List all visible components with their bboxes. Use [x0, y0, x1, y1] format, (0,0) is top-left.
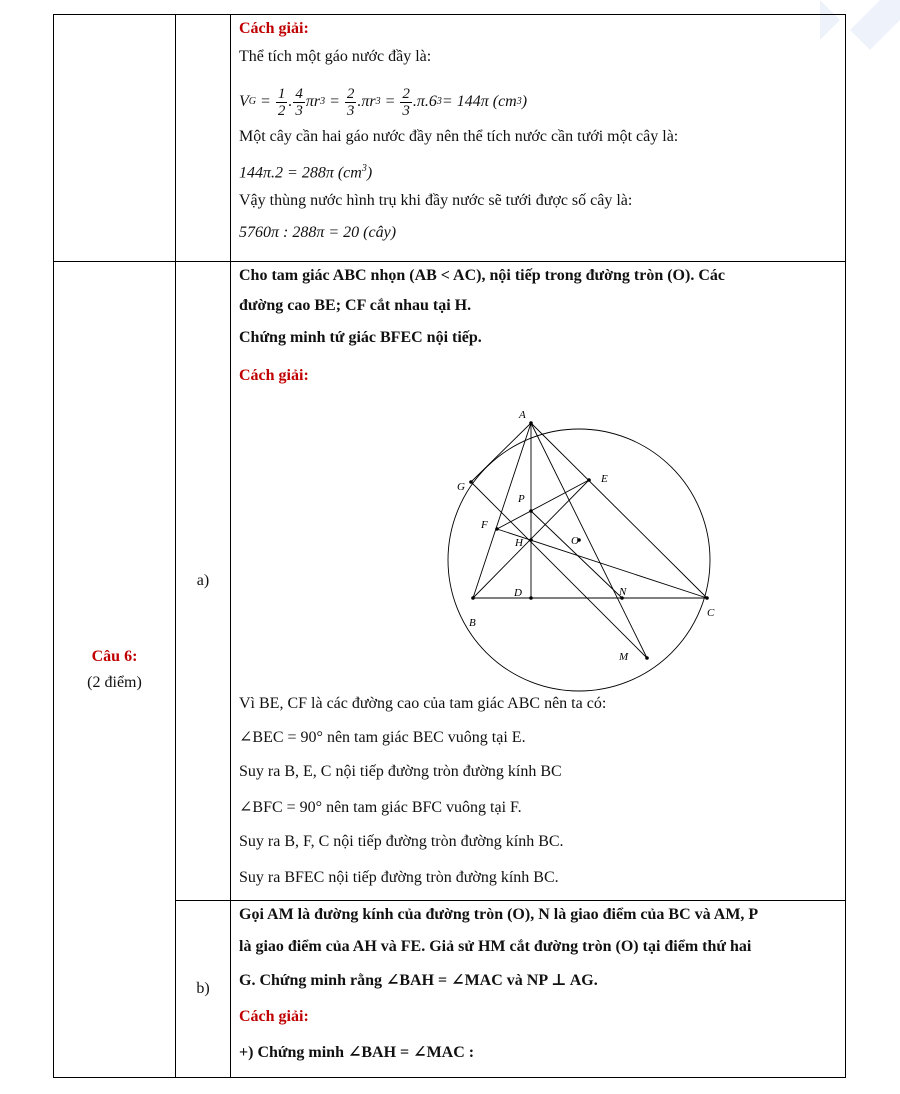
- part-a-step-6: Suy ra BFEC nội tiếp đường tròn đường kính BC.: [239, 869, 559, 886]
- part-b-solution-heading: Cách giải:: [239, 1008, 309, 1025]
- ladle-volume-formula: V G = $\frac{1}{2}$ . $\frac{4}{3}$ πr 3 = $\frac{2}{3}$ .πr 3 = $\frac{2}{3}$ .π.6 3 = 144π (cm 3 ): [239, 85, 528, 119]
- question-number: Câu 6:: [91, 647, 138, 665]
- part-a-step-3: Suy ra B, E, C nội tiếp đường tròn đường kính BC: [239, 763, 562, 780]
- part-a-label: a): [176, 262, 231, 901]
- part-b-content: [231, 901, 846, 1078]
- part-a-content: [231, 262, 846, 901]
- per-tree-volume-calc: 144π.2 = 288π $(cm^3)$: [239, 163, 373, 182]
- row-part-a: [54, 262, 846, 901]
- part-a-solution-heading: Cách giải:: [239, 367, 309, 384]
- label-o: O: [571, 535, 579, 547]
- solution-heading: Cách giải:: [239, 20, 309, 37]
- question-points: (2 điểm): [87, 673, 142, 691]
- geometry-figure: [397, 398, 715, 688]
- part-a-step-2: ∠BEC = 90° nên tam giác BEC vuông tại E.: [239, 729, 526, 746]
- label-g: G: [457, 481, 465, 493]
- diameter-am: [531, 423, 647, 658]
- part-b-prompt-3: G. Chứng minh rằng ∠BAH = ∠MAC và NP ⊥ AG.: [239, 972, 598, 989]
- row-volume-solution: [54, 15, 846, 262]
- empty-question-cell: [54, 15, 176, 262]
- label-b: B: [469, 617, 476, 629]
- part-a-step-1: Vì BE, CF là các đường cao của tam giác ABC nên ta có:: [239, 695, 607, 712]
- part-b-prompt-1: Gọi AM là đường kính của đường tròn (O), N là giao điểm của BC và AM, P: [239, 906, 759, 923]
- part-b-step-1: +) Chứng minh ∠BAH = ∠MAC :: [239, 1044, 475, 1061]
- question-label-cell: [54, 262, 176, 1078]
- label-f: F: [481, 519, 488, 531]
- tree-count-text: Vậy thùng nước hình trụ khi đầy nước sẽ tưới được số cây là:: [239, 192, 633, 209]
- label-n: N: [619, 586, 627, 598]
- label-a: A: [519, 409, 526, 421]
- part-b-label: b): [176, 901, 231, 1078]
- label-d: D: [514, 587, 522, 599]
- volume-solution-cell: [231, 15, 846, 262]
- line-pn: [531, 511, 622, 598]
- label-c: C: [707, 607, 715, 619]
- solution-table: [53, 14, 846, 1078]
- triangle-sides: [473, 423, 707, 598]
- part-a-step-4: ∠BFC = 90° nên tam giác BFC vuông tại F.: [239, 799, 522, 816]
- empty-part-cell: [176, 15, 231, 262]
- part-b-prompt-2: là giao điểm của AH và FE. Giả sử HM cắt đường tròn (O) tại điểm thứ hai: [239, 938, 752, 955]
- line-fe: [497, 480, 589, 529]
- tree-count-calc: 5760π : 288π = 20 (cây): [239, 224, 397, 241]
- part-a-prompt-3: Chứng minh tứ giác BFEC nội tiếp.: [239, 329, 482, 346]
- ladle-volume-text: Thể tích một gáo nước đầy là:: [239, 48, 432, 65]
- circle-o: [448, 429, 710, 691]
- label-m: M: [619, 651, 629, 663]
- label-h: H: [515, 537, 523, 549]
- per-tree-volume-text: Một cây cần hai gáo nước đầy nên thể tích nước cần tưới một cây là:: [239, 128, 679, 145]
- part-a-step-5: Suy ra B, F, C nội tiếp đường tròn đường kính BC.: [239, 833, 564, 850]
- label-e: E: [601, 473, 608, 485]
- label-p: P: [518, 493, 525, 505]
- part-a-prompt-2: đường cao BE; CF cắt nhau tại H.: [239, 297, 472, 314]
- part-a-prompt-1: Cho tam giác ABC nhọn (AB < AC), nội tiếp trong đường tròn (O). Các: [239, 267, 725, 284]
